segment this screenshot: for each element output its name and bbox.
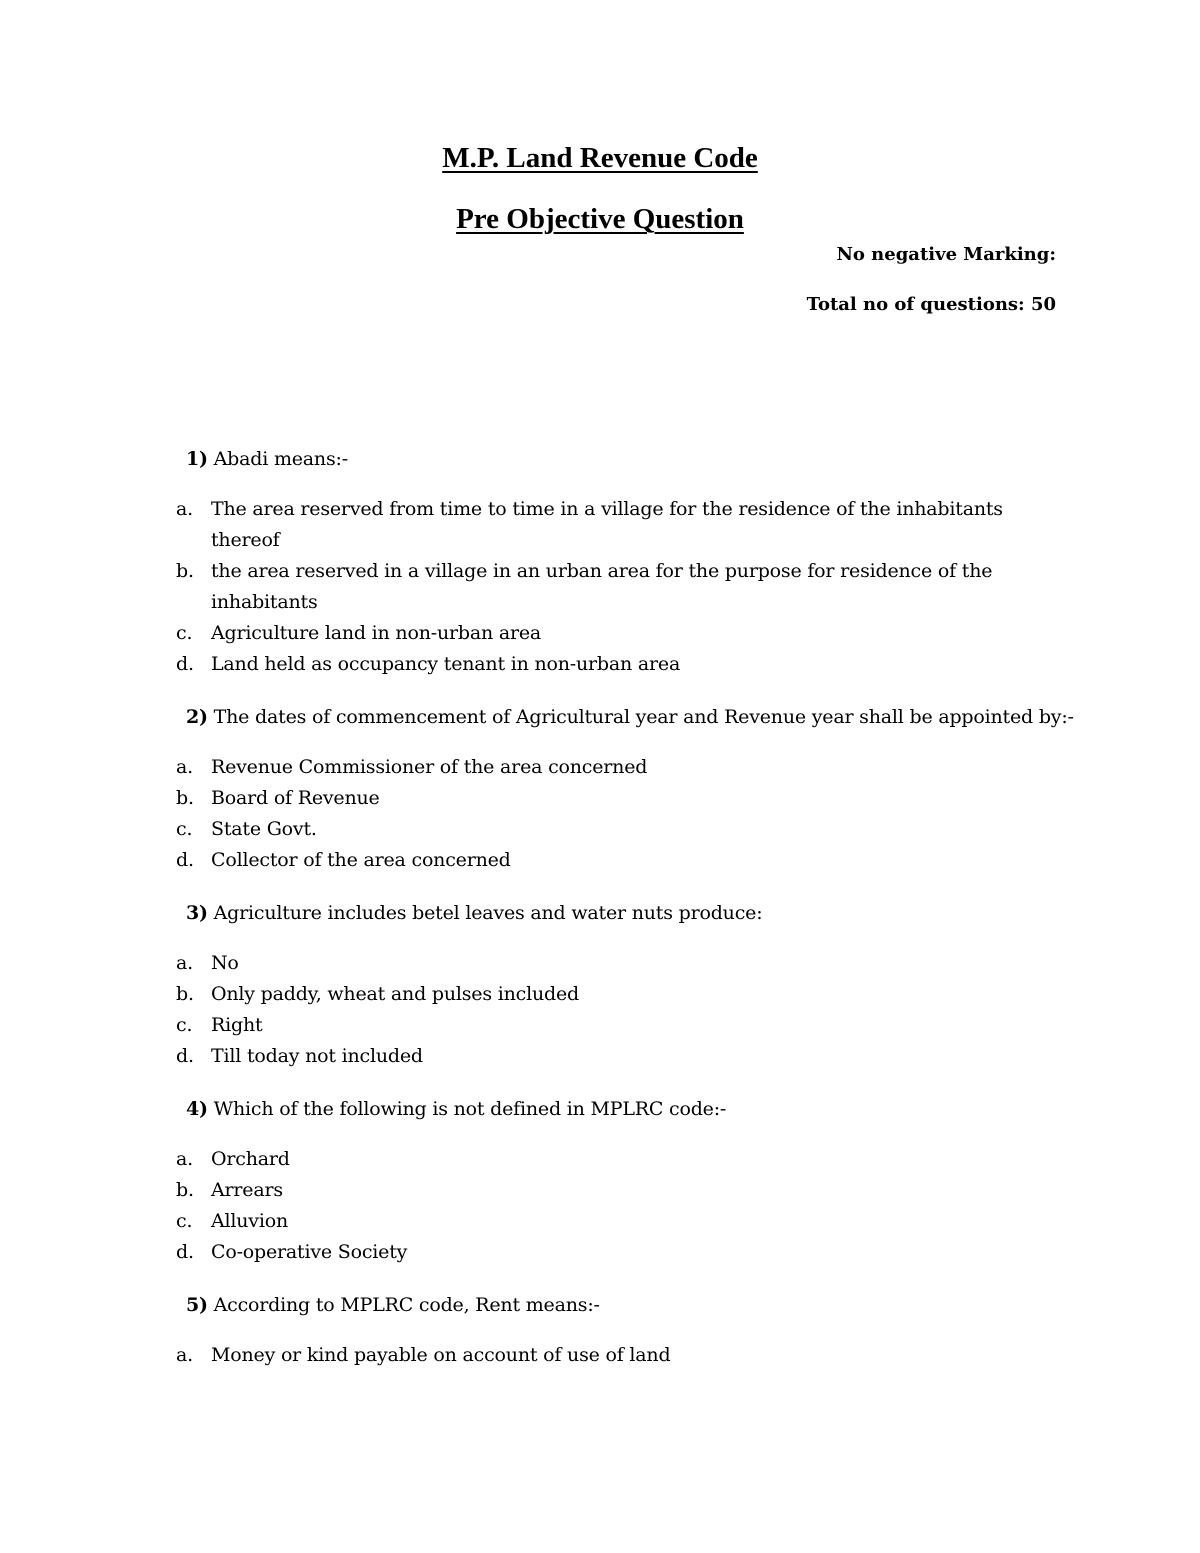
option-text: Land held as occupancy tenant in non-urban area bbox=[211, 653, 681, 675]
option-item bbox=[176, 1340, 1056, 1371]
option-letter: d. bbox=[176, 849, 194, 871]
option-letter: a. bbox=[176, 498, 193, 520]
question-5 bbox=[186, 1296, 600, 1315]
question-4 bbox=[186, 1100, 726, 1119]
option-item bbox=[176, 556, 1056, 618]
question-text: Agriculture includes betel leaves and water nuts produce: bbox=[213, 902, 763, 924]
option-item bbox=[176, 1010, 1056, 1041]
question-2-options bbox=[176, 752, 1056, 876]
option-item bbox=[176, 783, 1056, 814]
option-letter: a. bbox=[176, 952, 193, 974]
option-text: Money or kind payable on account of use of land bbox=[211, 1344, 671, 1366]
question-text: Which of the following is not defined in MPLRC code:- bbox=[213, 1098, 727, 1120]
question-3-options bbox=[176, 948, 1056, 1072]
question-5-options bbox=[176, 1340, 1056, 1371]
option-text: Till today not included bbox=[211, 1045, 423, 1067]
question-1-options bbox=[176, 494, 1056, 680]
question-number: 5) bbox=[186, 1294, 208, 1316]
option-text: Orchard bbox=[211, 1148, 290, 1170]
question-number: 3) bbox=[186, 902, 208, 924]
option-item bbox=[176, 494, 1056, 556]
option-letter: d. bbox=[176, 1241, 194, 1263]
option-text: Collector of the area concerned bbox=[211, 849, 511, 871]
question-4-options bbox=[176, 1144, 1056, 1268]
option-letter: c. bbox=[176, 1210, 193, 1232]
option-item bbox=[176, 618, 1056, 649]
option-item bbox=[176, 1206, 1056, 1237]
option-text: Alluvion bbox=[211, 1210, 288, 1232]
option-letter: c. bbox=[176, 1014, 193, 1036]
option-text: Agriculture land in non-urban area bbox=[211, 622, 542, 644]
question-text: The dates of commencement of Agricultural year and Revenue year shall be appointed by:- bbox=[213, 706, 1074, 728]
option-text: Co-operative Society bbox=[211, 1241, 408, 1263]
option-item bbox=[176, 1175, 1056, 1206]
option-text: Revenue Commissioner of the area concerned bbox=[211, 756, 648, 778]
option-text: Arrears bbox=[211, 1179, 283, 1201]
option-text: the area reserved in a village in an urban area for the purpose for residence of the inhabitants bbox=[211, 560, 993, 613]
option-letter: d. bbox=[176, 1045, 194, 1067]
document-subtitle: Pre Objective Question bbox=[456, 203, 744, 235]
option-letter: a. bbox=[176, 1148, 193, 1170]
question-2 bbox=[186, 708, 1074, 727]
question-number: 1) bbox=[186, 448, 208, 470]
option-text: Only paddy, wheat and pulses included bbox=[211, 983, 579, 1005]
option-item bbox=[176, 649, 1056, 680]
option-letter: b. bbox=[176, 787, 194, 809]
option-text: State Govt. bbox=[211, 818, 317, 840]
option-text: The area reserved from time to time in a village for the residence of the inhabitants thereof bbox=[211, 498, 1003, 551]
document-title: M.P. Land Revenue Code bbox=[442, 142, 758, 174]
option-item bbox=[176, 979, 1056, 1010]
option-letter: c. bbox=[176, 818, 193, 840]
question-number: 2) bbox=[186, 706, 208, 728]
option-item bbox=[176, 1144, 1056, 1175]
option-item bbox=[176, 1237, 1056, 1268]
option-item bbox=[176, 814, 1056, 845]
option-letter: b. bbox=[176, 983, 194, 1005]
question-3 bbox=[186, 904, 762, 923]
option-letter: b. bbox=[176, 1179, 194, 1201]
option-letter: d. bbox=[176, 653, 194, 675]
option-letter: a. bbox=[176, 1344, 193, 1366]
total-questions: Total no of questions: 50 bbox=[806, 294, 1056, 315]
option-text: No bbox=[211, 952, 239, 974]
option-letter: c. bbox=[176, 622, 193, 644]
option-text: Right bbox=[211, 1014, 263, 1036]
question-text: According to MPLRC code, Rent means:- bbox=[213, 1294, 600, 1316]
question-1 bbox=[186, 450, 348, 469]
option-item bbox=[176, 948, 1056, 979]
option-letter: b. bbox=[176, 560, 194, 582]
option-item bbox=[176, 1041, 1056, 1072]
question-number: 4) bbox=[186, 1098, 208, 1120]
option-item bbox=[176, 752, 1056, 783]
option-letter: a. bbox=[176, 756, 193, 778]
option-item bbox=[176, 845, 1056, 876]
option-text: Board of Revenue bbox=[211, 787, 380, 809]
question-text: Abadi means:- bbox=[213, 448, 348, 470]
marking-note: No negative Marking: bbox=[836, 244, 1056, 265]
